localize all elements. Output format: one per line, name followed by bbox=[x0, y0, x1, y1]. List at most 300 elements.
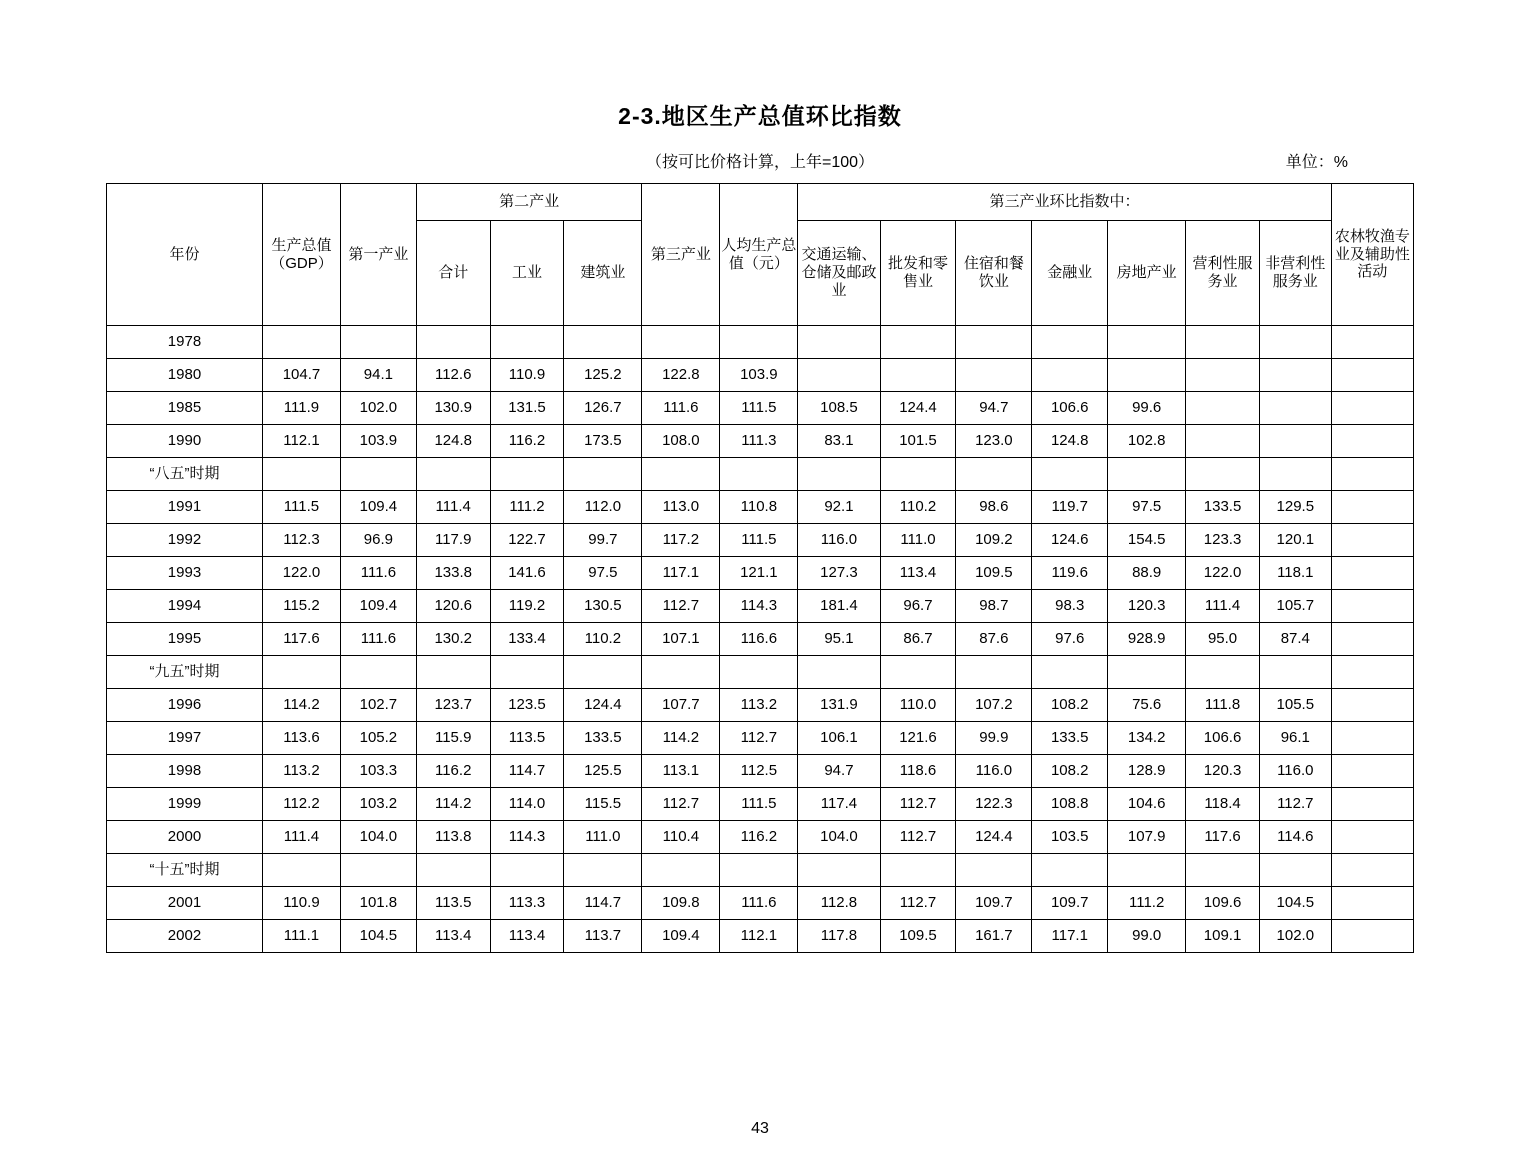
data-cell bbox=[1186, 656, 1260, 689]
data-cell: 111.1 bbox=[262, 920, 340, 953]
data-cell bbox=[416, 656, 490, 689]
year-label: 1997 bbox=[107, 722, 263, 755]
data-cell: 120.3 bbox=[1186, 755, 1260, 788]
data-cell: 109.6 bbox=[1186, 887, 1260, 920]
data-cell: 104.7 bbox=[262, 359, 340, 392]
data-cell: 154.5 bbox=[1108, 524, 1186, 557]
header-profit-services: 营利性服务业 bbox=[1186, 221, 1260, 326]
table-row bbox=[107, 755, 1414, 788]
data-cell bbox=[416, 326, 490, 359]
data-cell: 98.6 bbox=[956, 491, 1032, 524]
data-cell bbox=[262, 854, 340, 887]
period-label: “八五”时期 bbox=[107, 458, 263, 491]
data-cell: 109.4 bbox=[340, 590, 416, 623]
data-cell: 126.7 bbox=[564, 392, 642, 425]
data-cell bbox=[956, 326, 1032, 359]
statistics-table bbox=[106, 183, 1414, 953]
data-cell: 113.4 bbox=[880, 557, 956, 590]
data-cell bbox=[1331, 788, 1413, 821]
data-cell: 118.1 bbox=[1259, 557, 1331, 590]
data-cell: 114.7 bbox=[564, 887, 642, 920]
data-cell: 173.5 bbox=[564, 425, 642, 458]
data-cell: 123.5 bbox=[490, 689, 564, 722]
year-label: 1985 bbox=[107, 392, 263, 425]
data-cell: 111.5 bbox=[720, 392, 798, 425]
data-cell: 124.4 bbox=[880, 392, 956, 425]
table-row bbox=[107, 524, 1414, 557]
data-cell: 112.3 bbox=[262, 524, 340, 557]
data-cell: 110.2 bbox=[880, 491, 956, 524]
data-cell bbox=[1331, 425, 1413, 458]
data-cell: 928.9 bbox=[1108, 623, 1186, 656]
data-cell bbox=[720, 326, 798, 359]
data-cell bbox=[1331, 887, 1413, 920]
data-cell: 104.0 bbox=[340, 821, 416, 854]
data-cell bbox=[1331, 458, 1413, 491]
table-row bbox=[107, 854, 1414, 887]
year-label: 1999 bbox=[107, 788, 263, 821]
data-cell: 115.5 bbox=[564, 788, 642, 821]
data-cell: 103.5 bbox=[1032, 821, 1108, 854]
data-cell bbox=[1108, 458, 1186, 491]
data-cell: 103.9 bbox=[720, 359, 798, 392]
header-hotel: 住宿和餐饮业 bbox=[956, 221, 1032, 326]
data-cell: 99.0 bbox=[1108, 920, 1186, 953]
data-cell: 111.4 bbox=[262, 821, 340, 854]
data-cell bbox=[1186, 458, 1260, 491]
data-cell: 114.3 bbox=[490, 821, 564, 854]
data-cell bbox=[720, 656, 798, 689]
data-cell: 124.8 bbox=[1032, 425, 1108, 458]
table-row bbox=[107, 887, 1414, 920]
data-cell: 94.1 bbox=[340, 359, 416, 392]
data-cell: 130.9 bbox=[416, 392, 490, 425]
data-cell: 117.6 bbox=[1186, 821, 1260, 854]
data-cell: 101.5 bbox=[880, 425, 956, 458]
data-cell: 75.6 bbox=[1108, 689, 1186, 722]
period-label: “九五”时期 bbox=[107, 656, 263, 689]
data-cell: 109.5 bbox=[956, 557, 1032, 590]
data-cell: 114.3 bbox=[720, 590, 798, 623]
data-cell bbox=[1331, 656, 1413, 689]
data-cell: 125.5 bbox=[564, 755, 642, 788]
data-cell: 133.5 bbox=[1186, 491, 1260, 524]
data-cell bbox=[340, 854, 416, 887]
data-cell bbox=[880, 656, 956, 689]
data-cell: 124.4 bbox=[956, 821, 1032, 854]
data-cell bbox=[1331, 920, 1413, 953]
data-cell: 112.6 bbox=[416, 359, 490, 392]
data-cell bbox=[798, 458, 880, 491]
data-cell: 103.3 bbox=[340, 755, 416, 788]
data-cell: 112.7 bbox=[720, 722, 798, 755]
year-label: 2000 bbox=[107, 821, 263, 854]
header-secondary-total: 合计 bbox=[416, 221, 490, 326]
data-cell bbox=[490, 458, 564, 491]
data-cell bbox=[340, 656, 416, 689]
data-cell: 102.0 bbox=[1259, 920, 1331, 953]
table-row bbox=[107, 491, 1414, 524]
data-cell bbox=[880, 854, 956, 887]
year-label: 1992 bbox=[107, 524, 263, 557]
data-cell bbox=[956, 656, 1032, 689]
data-cell bbox=[1331, 755, 1413, 788]
data-cell: 96.1 bbox=[1259, 722, 1331, 755]
data-cell: 130.5 bbox=[564, 590, 642, 623]
data-cell: 96.7 bbox=[880, 590, 956, 623]
data-cell: 109.4 bbox=[340, 491, 416, 524]
table-row bbox=[107, 326, 1414, 359]
data-cell: 112.5 bbox=[720, 755, 798, 788]
data-cell: 99.6 bbox=[1108, 392, 1186, 425]
data-cell: 118.4 bbox=[1186, 788, 1260, 821]
table-row bbox=[107, 821, 1414, 854]
data-cell: 123.7 bbox=[416, 689, 490, 722]
data-cell: 114.2 bbox=[416, 788, 490, 821]
data-cell: 109.4 bbox=[642, 920, 720, 953]
data-cell bbox=[798, 359, 880, 392]
period-label: “十五”时期 bbox=[107, 854, 263, 887]
data-cell bbox=[1259, 392, 1331, 425]
data-cell: 113.5 bbox=[416, 887, 490, 920]
data-cell: 116.0 bbox=[1259, 755, 1331, 788]
data-cell: 114.2 bbox=[642, 722, 720, 755]
document-page bbox=[0, 98, 1520, 1172]
subtitle-row bbox=[0, 149, 1520, 171]
data-cell: 104.0 bbox=[798, 821, 880, 854]
data-cell bbox=[642, 656, 720, 689]
table-row bbox=[107, 656, 1414, 689]
data-cell: 83.1 bbox=[798, 425, 880, 458]
header-tertiary-group: 第三产业环比指数中： bbox=[798, 184, 1331, 221]
data-cell bbox=[1331, 392, 1413, 425]
data-cell bbox=[1186, 359, 1260, 392]
data-cell: 107.2 bbox=[956, 689, 1032, 722]
data-cell: 131.9 bbox=[798, 689, 880, 722]
data-cell bbox=[1108, 359, 1186, 392]
data-cell: 112.7 bbox=[880, 887, 956, 920]
data-cell bbox=[1108, 326, 1186, 359]
data-cell: 109.7 bbox=[1032, 887, 1108, 920]
data-cell: 109.5 bbox=[880, 920, 956, 953]
data-cell bbox=[1259, 425, 1331, 458]
data-cell bbox=[720, 854, 798, 887]
data-cell: 111.4 bbox=[416, 491, 490, 524]
data-cell: 121.6 bbox=[880, 722, 956, 755]
data-cell: 116.2 bbox=[720, 821, 798, 854]
data-cell: 122.7 bbox=[490, 524, 564, 557]
data-cell: 113.2 bbox=[720, 689, 798, 722]
data-cell: 133.4 bbox=[490, 623, 564, 656]
data-cell bbox=[416, 854, 490, 887]
header-nonprofit-services: 非营利性服务业 bbox=[1259, 221, 1331, 326]
data-cell bbox=[1331, 722, 1413, 755]
data-cell: 102.7 bbox=[340, 689, 416, 722]
year-label: 1993 bbox=[107, 557, 263, 590]
data-cell: 141.6 bbox=[490, 557, 564, 590]
data-cell bbox=[880, 458, 956, 491]
data-cell: 110.9 bbox=[490, 359, 564, 392]
data-cell: 130.2 bbox=[416, 623, 490, 656]
data-cell: 109.1 bbox=[1186, 920, 1260, 953]
data-cell: 117.1 bbox=[1032, 920, 1108, 953]
data-cell bbox=[880, 359, 956, 392]
data-cell bbox=[1331, 491, 1413, 524]
data-cell: 97.5 bbox=[564, 557, 642, 590]
table-row bbox=[107, 689, 1414, 722]
table-row bbox=[107, 557, 1414, 590]
data-cell: 111.0 bbox=[564, 821, 642, 854]
data-cell: 124.8 bbox=[416, 425, 490, 458]
data-cell: 113.4 bbox=[416, 920, 490, 953]
data-cell: 111.9 bbox=[262, 392, 340, 425]
table-row bbox=[107, 788, 1414, 821]
table-row bbox=[107, 920, 1414, 953]
data-cell bbox=[1259, 854, 1331, 887]
data-cell: 113.5 bbox=[490, 722, 564, 755]
data-cell bbox=[340, 458, 416, 491]
data-cell: 107.9 bbox=[1108, 821, 1186, 854]
year-label: 1995 bbox=[107, 623, 263, 656]
data-cell: 120.6 bbox=[416, 590, 490, 623]
data-cell: 106.6 bbox=[1032, 392, 1108, 425]
data-cell: 111.4 bbox=[1186, 590, 1260, 623]
data-cell bbox=[956, 458, 1032, 491]
data-cell: 108.2 bbox=[1032, 689, 1108, 722]
data-cell: 117.2 bbox=[642, 524, 720, 557]
data-cell: 94.7 bbox=[798, 755, 880, 788]
data-cell: 88.9 bbox=[1108, 557, 1186, 590]
data-cell: 133.5 bbox=[1032, 722, 1108, 755]
data-cell: 119.7 bbox=[1032, 491, 1108, 524]
data-cell: 113.4 bbox=[490, 920, 564, 953]
header-finance: 金融业 bbox=[1032, 221, 1108, 326]
data-cell: 116.0 bbox=[956, 755, 1032, 788]
data-cell: 114.7 bbox=[490, 755, 564, 788]
data-cell bbox=[1108, 656, 1186, 689]
data-cell: 104.6 bbox=[1108, 788, 1186, 821]
data-cell bbox=[1032, 326, 1108, 359]
data-cell: 104.5 bbox=[340, 920, 416, 953]
data-cell: 112.1 bbox=[262, 425, 340, 458]
data-cell: 117.1 bbox=[642, 557, 720, 590]
data-cell: 115.9 bbox=[416, 722, 490, 755]
header-per-capita: 人均生产总值（元） bbox=[720, 184, 798, 326]
data-cell: 111.8 bbox=[1186, 689, 1260, 722]
header-tertiary: 第三产业 bbox=[642, 184, 720, 326]
data-cell bbox=[1331, 557, 1413, 590]
data-cell: 105.7 bbox=[1259, 590, 1331, 623]
data-cell: 117.4 bbox=[798, 788, 880, 821]
table-body bbox=[107, 326, 1414, 953]
data-cell: 112.7 bbox=[1259, 788, 1331, 821]
data-cell: 110.8 bbox=[720, 491, 798, 524]
data-cell: 95.1 bbox=[798, 623, 880, 656]
year-label: 1991 bbox=[107, 491, 263, 524]
data-cell bbox=[798, 854, 880, 887]
data-cell: 122.0 bbox=[262, 557, 340, 590]
data-cell bbox=[564, 326, 642, 359]
data-cell: 119.6 bbox=[1032, 557, 1108, 590]
data-cell: 92.1 bbox=[798, 491, 880, 524]
data-cell bbox=[956, 359, 1032, 392]
data-cell: 124.4 bbox=[564, 689, 642, 722]
table-row bbox=[107, 722, 1414, 755]
data-cell bbox=[956, 854, 1032, 887]
data-cell: 107.7 bbox=[642, 689, 720, 722]
data-cell: 118.6 bbox=[880, 755, 956, 788]
data-cell: 112.1 bbox=[720, 920, 798, 953]
data-cell: 111.3 bbox=[720, 425, 798, 458]
data-cell bbox=[1331, 326, 1413, 359]
data-cell: 119.2 bbox=[490, 590, 564, 623]
page-title: 2-3.地区生产总值环比指数 bbox=[618, 103, 902, 129]
table-subtitle: （按可比价格计算，上年=100） bbox=[645, 154, 875, 171]
data-cell bbox=[1186, 425, 1260, 458]
data-cell: 133.5 bbox=[564, 722, 642, 755]
data-cell: 114.0 bbox=[490, 788, 564, 821]
data-cell: 131.5 bbox=[490, 392, 564, 425]
data-cell: 125.2 bbox=[564, 359, 642, 392]
data-cell: 86.7 bbox=[880, 623, 956, 656]
data-cell bbox=[564, 458, 642, 491]
data-cell bbox=[1186, 392, 1260, 425]
page-number: 43 bbox=[751, 1120, 769, 1137]
header-gdp: 生产总值（GDP） bbox=[262, 184, 340, 326]
data-cell: 110.4 bbox=[642, 821, 720, 854]
data-cell bbox=[490, 326, 564, 359]
year-label: 2002 bbox=[107, 920, 263, 953]
data-cell: 181.4 bbox=[798, 590, 880, 623]
data-cell bbox=[1108, 854, 1186, 887]
data-cell: 112.7 bbox=[642, 788, 720, 821]
data-cell: 112.7 bbox=[642, 590, 720, 623]
header-secondary-group: 第二产业 bbox=[416, 184, 642, 221]
data-cell: 133.8 bbox=[416, 557, 490, 590]
data-cell: 105.5 bbox=[1259, 689, 1331, 722]
data-cell: 113.7 bbox=[564, 920, 642, 953]
data-cell: 98.3 bbox=[1032, 590, 1108, 623]
data-cell: 107.1 bbox=[642, 623, 720, 656]
data-cell bbox=[564, 656, 642, 689]
header-wholesale: 批发和零售业 bbox=[880, 221, 956, 326]
data-cell: 116.6 bbox=[720, 623, 798, 656]
data-cell: 113.6 bbox=[262, 722, 340, 755]
data-cell: 108.5 bbox=[798, 392, 880, 425]
data-cell bbox=[642, 854, 720, 887]
data-cell: 109.8 bbox=[642, 887, 720, 920]
data-cell bbox=[490, 656, 564, 689]
data-cell bbox=[642, 326, 720, 359]
data-cell: 112.7 bbox=[880, 788, 956, 821]
data-cell: 122.8 bbox=[642, 359, 720, 392]
data-cell bbox=[262, 326, 340, 359]
data-cell: 161.7 bbox=[956, 920, 1032, 953]
data-cell bbox=[642, 458, 720, 491]
data-cell: 94.7 bbox=[956, 392, 1032, 425]
data-cell: 106.6 bbox=[1186, 722, 1260, 755]
data-cell bbox=[1259, 656, 1331, 689]
table-header bbox=[107, 184, 1414, 326]
data-cell: 123.0 bbox=[956, 425, 1032, 458]
data-cell: 111.6 bbox=[642, 392, 720, 425]
data-cell: 112.2 bbox=[262, 788, 340, 821]
header-year: 年份 bbox=[107, 184, 263, 326]
data-cell bbox=[1032, 854, 1108, 887]
data-cell: 113.1 bbox=[642, 755, 720, 788]
data-cell: 102.8 bbox=[1108, 425, 1186, 458]
data-cell: 113.0 bbox=[642, 491, 720, 524]
header-primary: 第一产业 bbox=[340, 184, 416, 326]
data-cell: 87.4 bbox=[1259, 623, 1331, 656]
data-cell: 123.3 bbox=[1186, 524, 1260, 557]
data-cell bbox=[1032, 656, 1108, 689]
year-label: 1978 bbox=[107, 326, 263, 359]
data-cell: 114.6 bbox=[1259, 821, 1331, 854]
data-cell: 116.2 bbox=[490, 425, 564, 458]
data-cell: 116.0 bbox=[798, 524, 880, 557]
data-cell: 108.2 bbox=[1032, 755, 1108, 788]
data-cell: 113.3 bbox=[490, 887, 564, 920]
data-cell bbox=[798, 326, 880, 359]
data-cell: 117.8 bbox=[798, 920, 880, 953]
data-cell: 111.5 bbox=[720, 524, 798, 557]
data-cell: 111.6 bbox=[720, 887, 798, 920]
data-cell: 110.0 bbox=[880, 689, 956, 722]
data-cell bbox=[1331, 689, 1413, 722]
data-cell bbox=[1259, 359, 1331, 392]
data-cell: 112.8 bbox=[798, 887, 880, 920]
table-row bbox=[107, 590, 1414, 623]
data-cell bbox=[340, 326, 416, 359]
data-cell: 124.6 bbox=[1032, 524, 1108, 557]
header-realestate: 房地产业 bbox=[1108, 221, 1186, 326]
data-cell: 111.6 bbox=[340, 557, 416, 590]
table-row bbox=[107, 359, 1414, 392]
data-cell: 110.2 bbox=[564, 623, 642, 656]
year-label: 1994 bbox=[107, 590, 263, 623]
header-agri-services: 农林牧渔专业及辅助性活动 bbox=[1331, 184, 1413, 326]
data-cell bbox=[416, 458, 490, 491]
data-cell: 120.3 bbox=[1108, 590, 1186, 623]
data-cell bbox=[1331, 524, 1413, 557]
data-cell: 102.0 bbox=[340, 392, 416, 425]
header-transport: 交通运输、仓储及邮政业 bbox=[798, 221, 880, 326]
year-label: 1996 bbox=[107, 689, 263, 722]
data-cell: 97.6 bbox=[1032, 623, 1108, 656]
data-cell: 105.2 bbox=[340, 722, 416, 755]
data-cell bbox=[1331, 359, 1413, 392]
data-cell: 106.1 bbox=[798, 722, 880, 755]
header-industry: 工业 bbox=[490, 221, 564, 326]
data-cell bbox=[880, 326, 956, 359]
data-cell: 128.9 bbox=[1108, 755, 1186, 788]
data-cell bbox=[1331, 590, 1413, 623]
data-cell: 129.5 bbox=[1259, 491, 1331, 524]
data-cell: 108.8 bbox=[1032, 788, 1108, 821]
data-cell bbox=[262, 458, 340, 491]
data-cell bbox=[1032, 359, 1108, 392]
data-cell: 120.1 bbox=[1259, 524, 1331, 557]
data-cell bbox=[1331, 623, 1413, 656]
data-cell bbox=[720, 458, 798, 491]
data-cell bbox=[1331, 854, 1413, 887]
data-cell: 112.7 bbox=[880, 821, 956, 854]
data-cell: 117.9 bbox=[416, 524, 490, 557]
data-cell: 101.8 bbox=[340, 887, 416, 920]
data-cell: 99.7 bbox=[564, 524, 642, 557]
data-cell bbox=[490, 854, 564, 887]
